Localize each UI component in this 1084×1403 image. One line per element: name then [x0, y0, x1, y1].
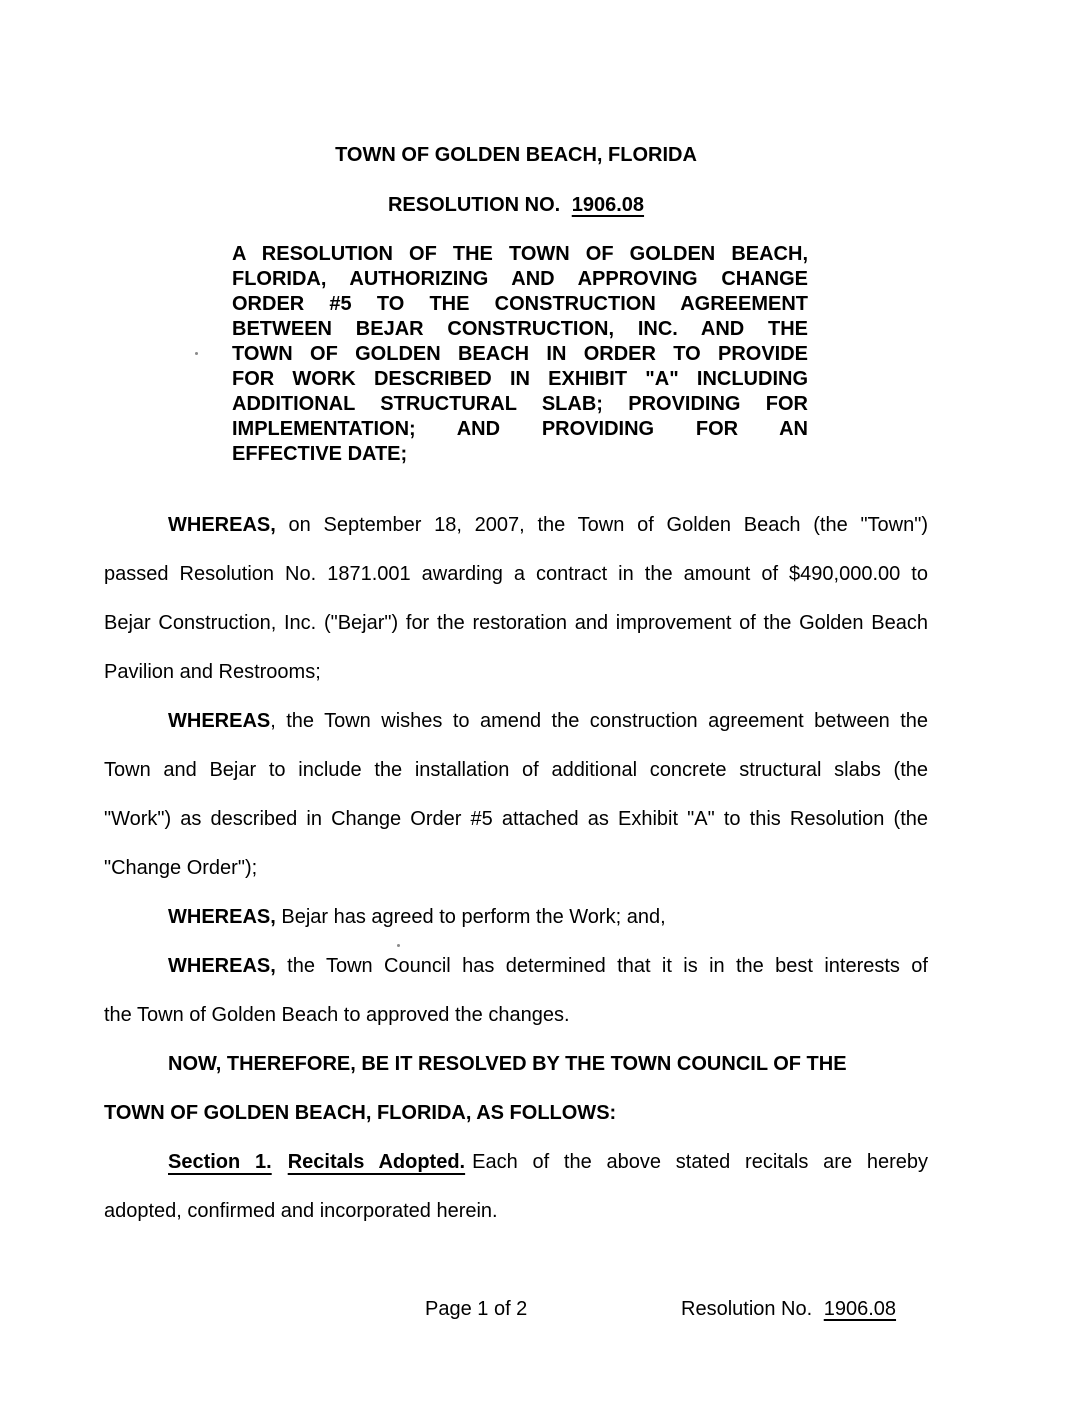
- section1-line2: adopted, confirmed and incorporated herein.: [104, 1200, 498, 1222]
- footer-resolution-ref: [681, 1297, 896, 1322]
- whereas-keyword: WHEREAS: [168, 710, 271, 732]
- resolution-title: [104, 193, 928, 218]
- whereas2-line1: [104, 697, 928, 746]
- summary-line: IMPLEMENTATION; AND PROVIDING FOR AN: [232, 418, 808, 440]
- whereas1-line2: passed Resolution No. 1871.001 awarding a contract in the amount of $490,000.00 to: [104, 563, 928, 585]
- whereas-keyword: WHEREAS,: [168, 955, 276, 977]
- summary-line: ADDITIONAL STRUCTURAL SLAB; PROVIDING FOR: [232, 393, 808, 415]
- whereas3-line1: [104, 893, 928, 942]
- summary-line: TOWN OF GOLDEN BEACH IN ORDER TO PROVIDE: [232, 343, 808, 365]
- summary-line: EFFECTIVE DATE;: [232, 443, 408, 465]
- resolution-no-label: RESOLUTION NO.: [387, 194, 561, 216]
- resolution-summary: [232, 242, 808, 467]
- whereas1-line1-text: on September 18, 2007, the Town of Golden Beach (the "Town"): [275, 514, 928, 536]
- section1-heading: Recitals Adopted.: [287, 1151, 466, 1173]
- whereas4-line1: [104, 942, 928, 991]
- body-text: [104, 501, 928, 1236]
- whereas-keyword: WHEREAS,: [168, 906, 276, 928]
- whereas-keyword: WHEREAS,: [168, 514, 276, 536]
- whereas2-line1-text: , the Town wishes to amend the construction agreement between the: [270, 710, 928, 732]
- scan-speck: [195, 352, 198, 355]
- summary-line: ORDER #5 TO THE CONSTRUCTION AGREEMENT: [232, 293, 808, 315]
- whereas2-line2: Town and Bejar to include the installation of additional concrete structural slabs (the: [104, 759, 928, 781]
- page-title: TOWN OF GOLDEN BEACH, FLORIDA: [335, 144, 697, 166]
- whereas4-line2: the Town of Golden Beach to approved the changes.: [104, 1004, 570, 1026]
- summary-line: FOR WORK DESCRIBED IN EXHIBIT "A" INCLUDING: [232, 368, 808, 390]
- section1-line1: [104, 1138, 928, 1187]
- whereas2-line4: "Change Order");: [104, 857, 258, 879]
- section1-line1-text: Each of the above stated recitals are hereby: [472, 1151, 928, 1173]
- whereas2-line3: "Work") as described in Change Order #5 attached as Exhibit "A" to this Resolution (the: [104, 808, 928, 830]
- whereas1-line1: [104, 501, 928, 550]
- whereas1-line4: Pavilion and Restrooms;: [104, 661, 321, 683]
- summary-line: A RESOLUTION OF THE TOWN OF GOLDEN BEACH,: [232, 243, 808, 265]
- whereas4-line1-text: the Town Council has determined that it is in the best interests of: [275, 955, 928, 977]
- summary-line: FLORIDA, AUTHORIZING AND APPROVING CHANGE: [232, 268, 808, 290]
- footer-resolution-label: Resolution No.: [681, 1298, 813, 1320]
- scan-speck: [397, 944, 400, 947]
- summary-line: BETWEEN BEJAR CONSTRUCTION, INC. AND THE: [232, 318, 808, 340]
- whereas1-line3: Bejar Construction, Inc. ("Bejar") for the restoration and improvement of the Golden Beach: [104, 612, 928, 634]
- whereas3-line1-text: Bejar has agreed to perform the Work; and,: [275, 906, 666, 928]
- page-number: Page 1 of 2: [425, 1298, 528, 1320]
- resolution-number: 1906.08: [571, 194, 645, 216]
- resolved-clause-line1: NOW, THEREFORE, BE IT RESOLVED BY THE TOWN COUNCIL OF THE: [168, 1053, 847, 1075]
- footer-resolution-number: 1906.08: [823, 1298, 897, 1320]
- resolved-clause-line2: TOWN OF GOLDEN BEACH, FLORIDA, AS FOLLOWS:: [104, 1102, 617, 1124]
- section1-label: Section 1.: [168, 1151, 272, 1173]
